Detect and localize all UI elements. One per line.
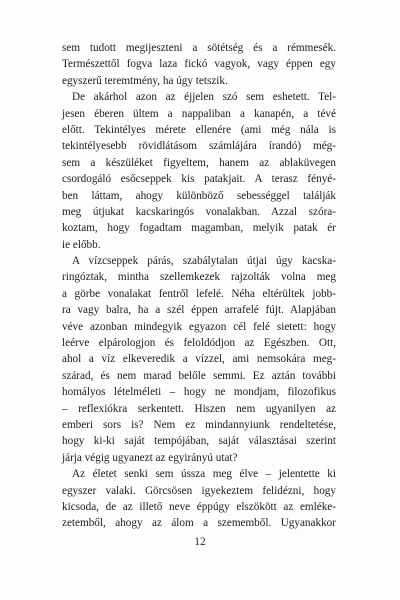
text-line: a görbe vonalakat fentről lefelé. Néha eltérültek jobb- bbox=[62, 287, 336, 300]
text-line: ie előbb. bbox=[62, 238, 101, 251]
text-line: homályos lételméleti – hogy ne mondjam, filozofikus bbox=[62, 386, 336, 399]
text-line: sem a készüléket figyeltem, hanem az ablaküvegen bbox=[62, 156, 336, 169]
text-line: Természettől fogva laza fickó vagyok, vagy éppen egy bbox=[62, 58, 336, 71]
text-line: emberi sors is? Nem ez mindannyiunk rendeltetése, bbox=[62, 418, 336, 431]
text-line: szárad, és nem marad belőle semmi. Ez aztán további bbox=[62, 369, 336, 382]
text-line: sem tudott megijeszteni a sötétség és a rémmesék. bbox=[62, 42, 336, 54]
text-line: ringóztak, mintha szellemkezek rajzolták volna meg bbox=[62, 271, 336, 284]
text-line: egyszerű teremtmény, ha úgy tetszik. bbox=[62, 74, 228, 87]
text-line: kicsoda, de az illető neve éppúgy elszökött az emléke- bbox=[62, 500, 336, 513]
text-line: hogy ki-ki saját tempójában, saját választásai szerint bbox=[62, 435, 336, 448]
text-line: leérve elpárologjon és feloldódjon az Egészben. Ott, bbox=[62, 337, 336, 350]
text-line: – reflexiókra serkentett. Hiszen nem ugyanilyen az bbox=[62, 402, 336, 415]
text-line: jesen éberen ültem a nappaliban a kanapén, a tévé bbox=[62, 107, 336, 120]
text-line: ben láttam, ahogy különböző sebességgel találják bbox=[62, 189, 336, 202]
text-line: előtt. Tekintélyes mérete ellenére (ami még nála is bbox=[62, 123, 336, 136]
body-text bbox=[62, 40, 336, 532]
text-line: zetemből, ahogy az álom a szememből. Ugyanakkor bbox=[62, 517, 336, 530]
text-line: csordogáló esőcseppek kis patakjait. A terasz fényé- bbox=[62, 173, 336, 186]
text-line: Az életet senki sem ússza meg élve – jelentette ki bbox=[72, 468, 336, 481]
page-number: 12 bbox=[194, 536, 206, 548]
text-line: véve azonban mindegyik egyazon cél felé sietett: hogy bbox=[62, 320, 336, 333]
text-line: ra vagy balra, ha a szél éppen arrafelé fújt. Alapjában bbox=[62, 304, 336, 317]
text-line: meg útjukat kacskaringós vonalakban. Azzal szóra- bbox=[62, 205, 336, 218]
text-line: ahol a víz elkeveredik a vízzel, ami nemsokára meg- bbox=[62, 353, 336, 366]
text-line: koztam, hogy fogadtam magamban, melyik patak ér bbox=[62, 222, 336, 235]
text-line: De akárhol azon az éjjelen szó sem eshetett. Tel- bbox=[72, 91, 336, 104]
text-line: tekintélyesebb rövidlátásom számlájára írandó) még- bbox=[62, 140, 336, 153]
text-line: egyszer valaki. Görcsösen igyekeztem felidézni, hogy bbox=[62, 484, 336, 497]
text-line: járja végig ugyanezt az egyirányú utat? bbox=[62, 451, 238, 464]
text-line: A vízcseppek párás, szabálytalan útjai úgy kacska- bbox=[72, 255, 336, 268]
